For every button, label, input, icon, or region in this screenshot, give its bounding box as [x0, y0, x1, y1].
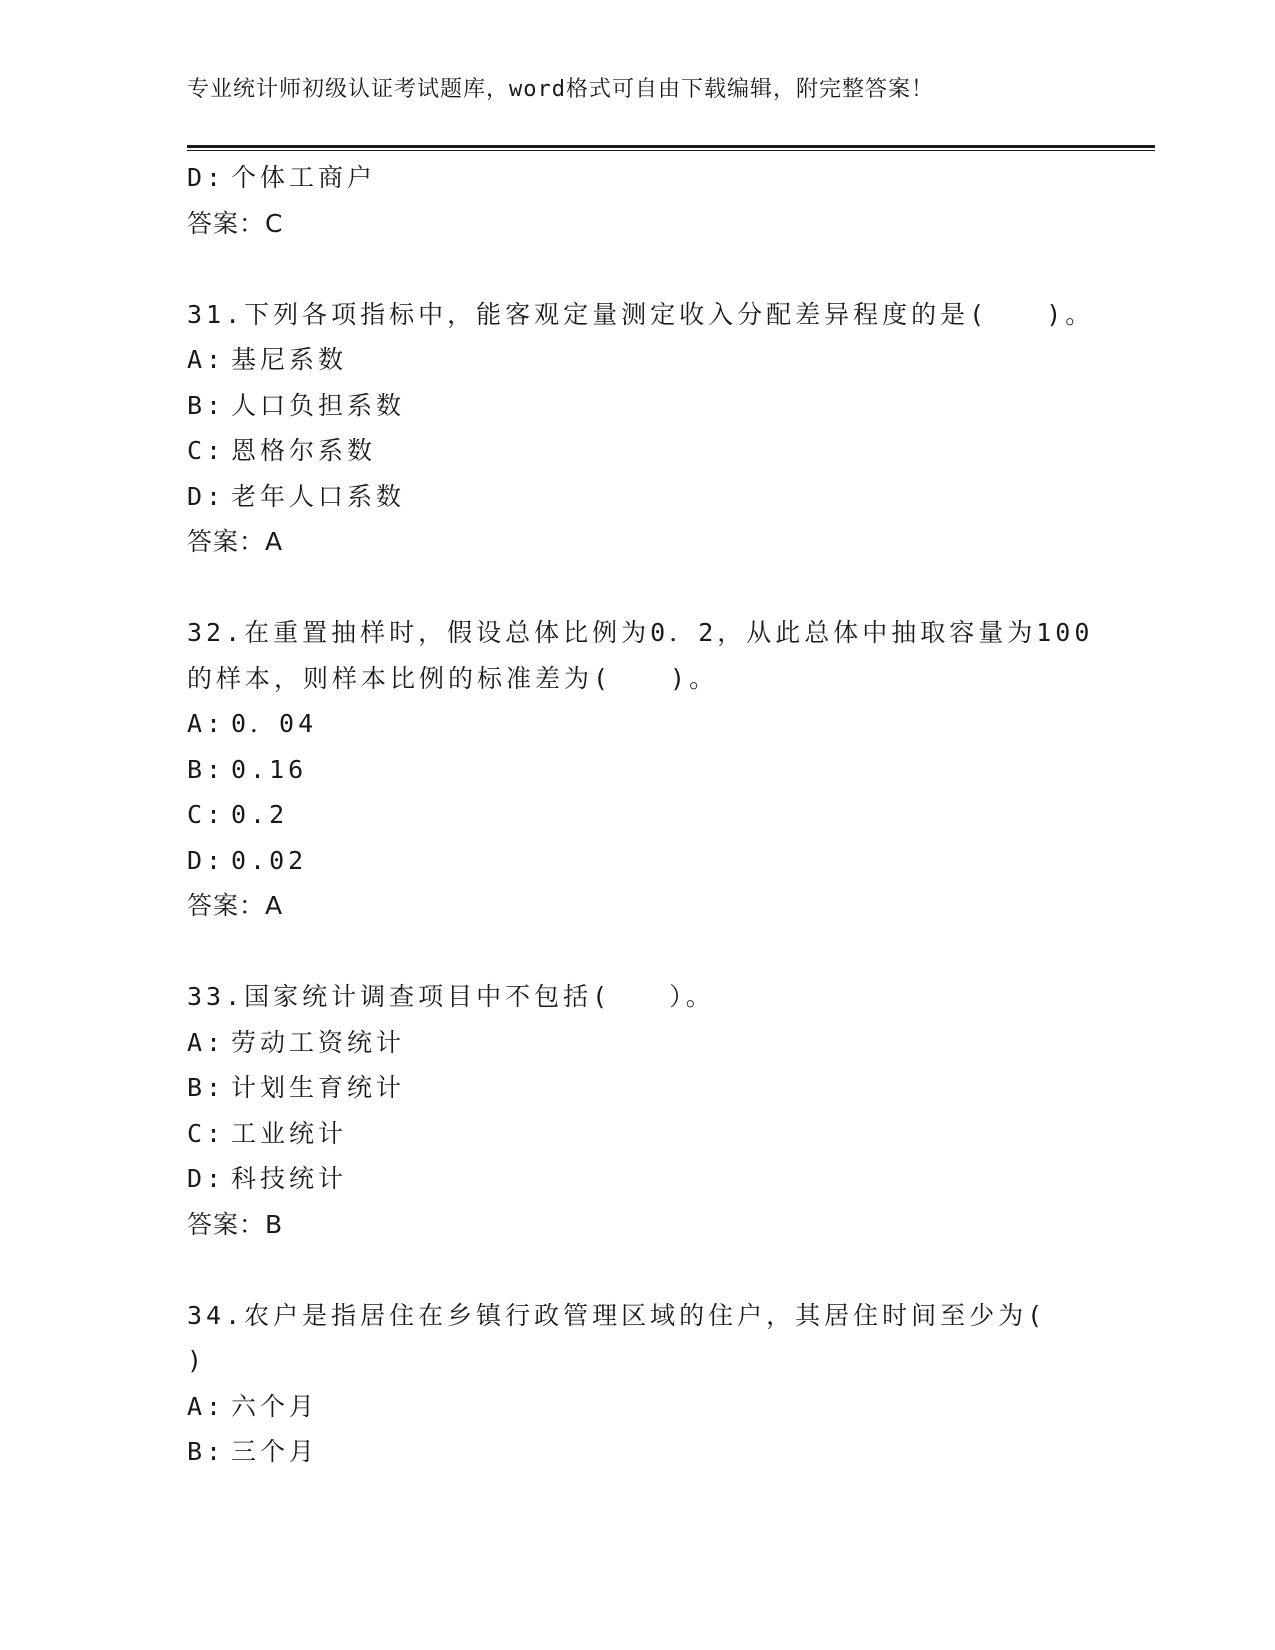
- option-key: B:: [187, 1437, 226, 1466]
- question-stem: 32.在重置抽样时，假设总体比例为0．2，从此总体中抽取容量为100: [187, 618, 1094, 647]
- option-d: [187, 1156, 1087, 1202]
- option-key: C:: [187, 436, 226, 465]
- option-d: [187, 838, 1087, 884]
- option-b: [187, 747, 1087, 793]
- option-key: A:: [187, 709, 226, 738]
- option-key: A:: [187, 1027, 226, 1057]
- option-text: 0.2: [231, 800, 289, 829]
- question-stem: 34.农户是指居住在乡镇行政管理区域的住户，其居住时间至少为(: [187, 1300, 1047, 1330]
- answer-line: 答案：B: [187, 1209, 284, 1239]
- option-key: D:: [187, 1164, 226, 1193]
- answer-line: 答案：A: [187, 891, 284, 920]
- option-text: 0．04: [231, 709, 318, 738]
- option-a: [187, 337, 1087, 383]
- option-text: 工业统计: [231, 1118, 348, 1148]
- option-c: [187, 428, 1087, 474]
- option-text: 恩格尔系数: [231, 436, 377, 465]
- header-rule-thin: [187, 150, 1155, 151]
- option-text: 0.16: [231, 754, 308, 784]
- header-rule-thick: [187, 145, 1155, 148]
- spacer: [187, 565, 1087, 611]
- option-b: [187, 383, 1087, 429]
- option-key: C:: [187, 800, 226, 829]
- option-text: 人口负担系数: [231, 390, 406, 420]
- option-key: B:: [187, 390, 226, 420]
- option-text: 基尼系数: [231, 345, 348, 374]
- page-header: 专业统计师初级认证考试题库，word格式可自由下载编辑，附完整答案！: [187, 77, 934, 102]
- option-a: [187, 1384, 1087, 1430]
- question-stem-continued: ): [187, 1346, 207, 1375]
- option-text: 三个月: [231, 1437, 319, 1466]
- answer-line: 答案：C: [187, 208, 284, 238]
- option-b: [187, 1065, 1087, 1111]
- option-text: 老年人口系数: [231, 481, 406, 511]
- option-key: C:: [187, 1118, 226, 1148]
- option-text: 科技统计: [231, 1164, 348, 1193]
- option-text: 个体工商户: [231, 163, 377, 192]
- option-key: B:: [187, 754, 226, 784]
- option-key: A:: [187, 1391, 226, 1421]
- option-d: [187, 155, 1087, 201]
- option-text: 0.02: [231, 845, 308, 875]
- option-c: [187, 1111, 1087, 1157]
- question-list: [187, 155, 1095, 1475]
- option-text: 计划生育统计: [231, 1073, 406, 1102]
- spacer: [187, 1247, 1087, 1293]
- option-b: [187, 1429, 1087, 1475]
- spacer: [187, 246, 1087, 292]
- option-text: 六个月: [231, 1391, 319, 1421]
- question-stem: 31.下列各项指标中，能客观定量测定收入分配差异程度的是( )。: [187, 299, 1095, 329]
- option-d: [187, 474, 1087, 520]
- question-stem-continued: 的样本，则样本比例的标准差为( )。: [187, 663, 719, 693]
- option-c: [187, 792, 1087, 838]
- option-key: D:: [187, 845, 226, 875]
- option-key: D:: [187, 163, 226, 192]
- question-stem: 33.国家统计调查项目中不包括( ）。: [187, 982, 715, 1011]
- option-key: B:: [187, 1073, 226, 1102]
- spacer: [187, 929, 1087, 975]
- option-key: A:: [187, 345, 226, 374]
- option-a: [187, 1020, 1087, 1066]
- option-a: [187, 701, 1087, 747]
- option-text: 劳动工资统计: [231, 1027, 406, 1057]
- answer-line: 答案：A: [187, 527, 284, 556]
- option-key: D:: [187, 481, 226, 511]
